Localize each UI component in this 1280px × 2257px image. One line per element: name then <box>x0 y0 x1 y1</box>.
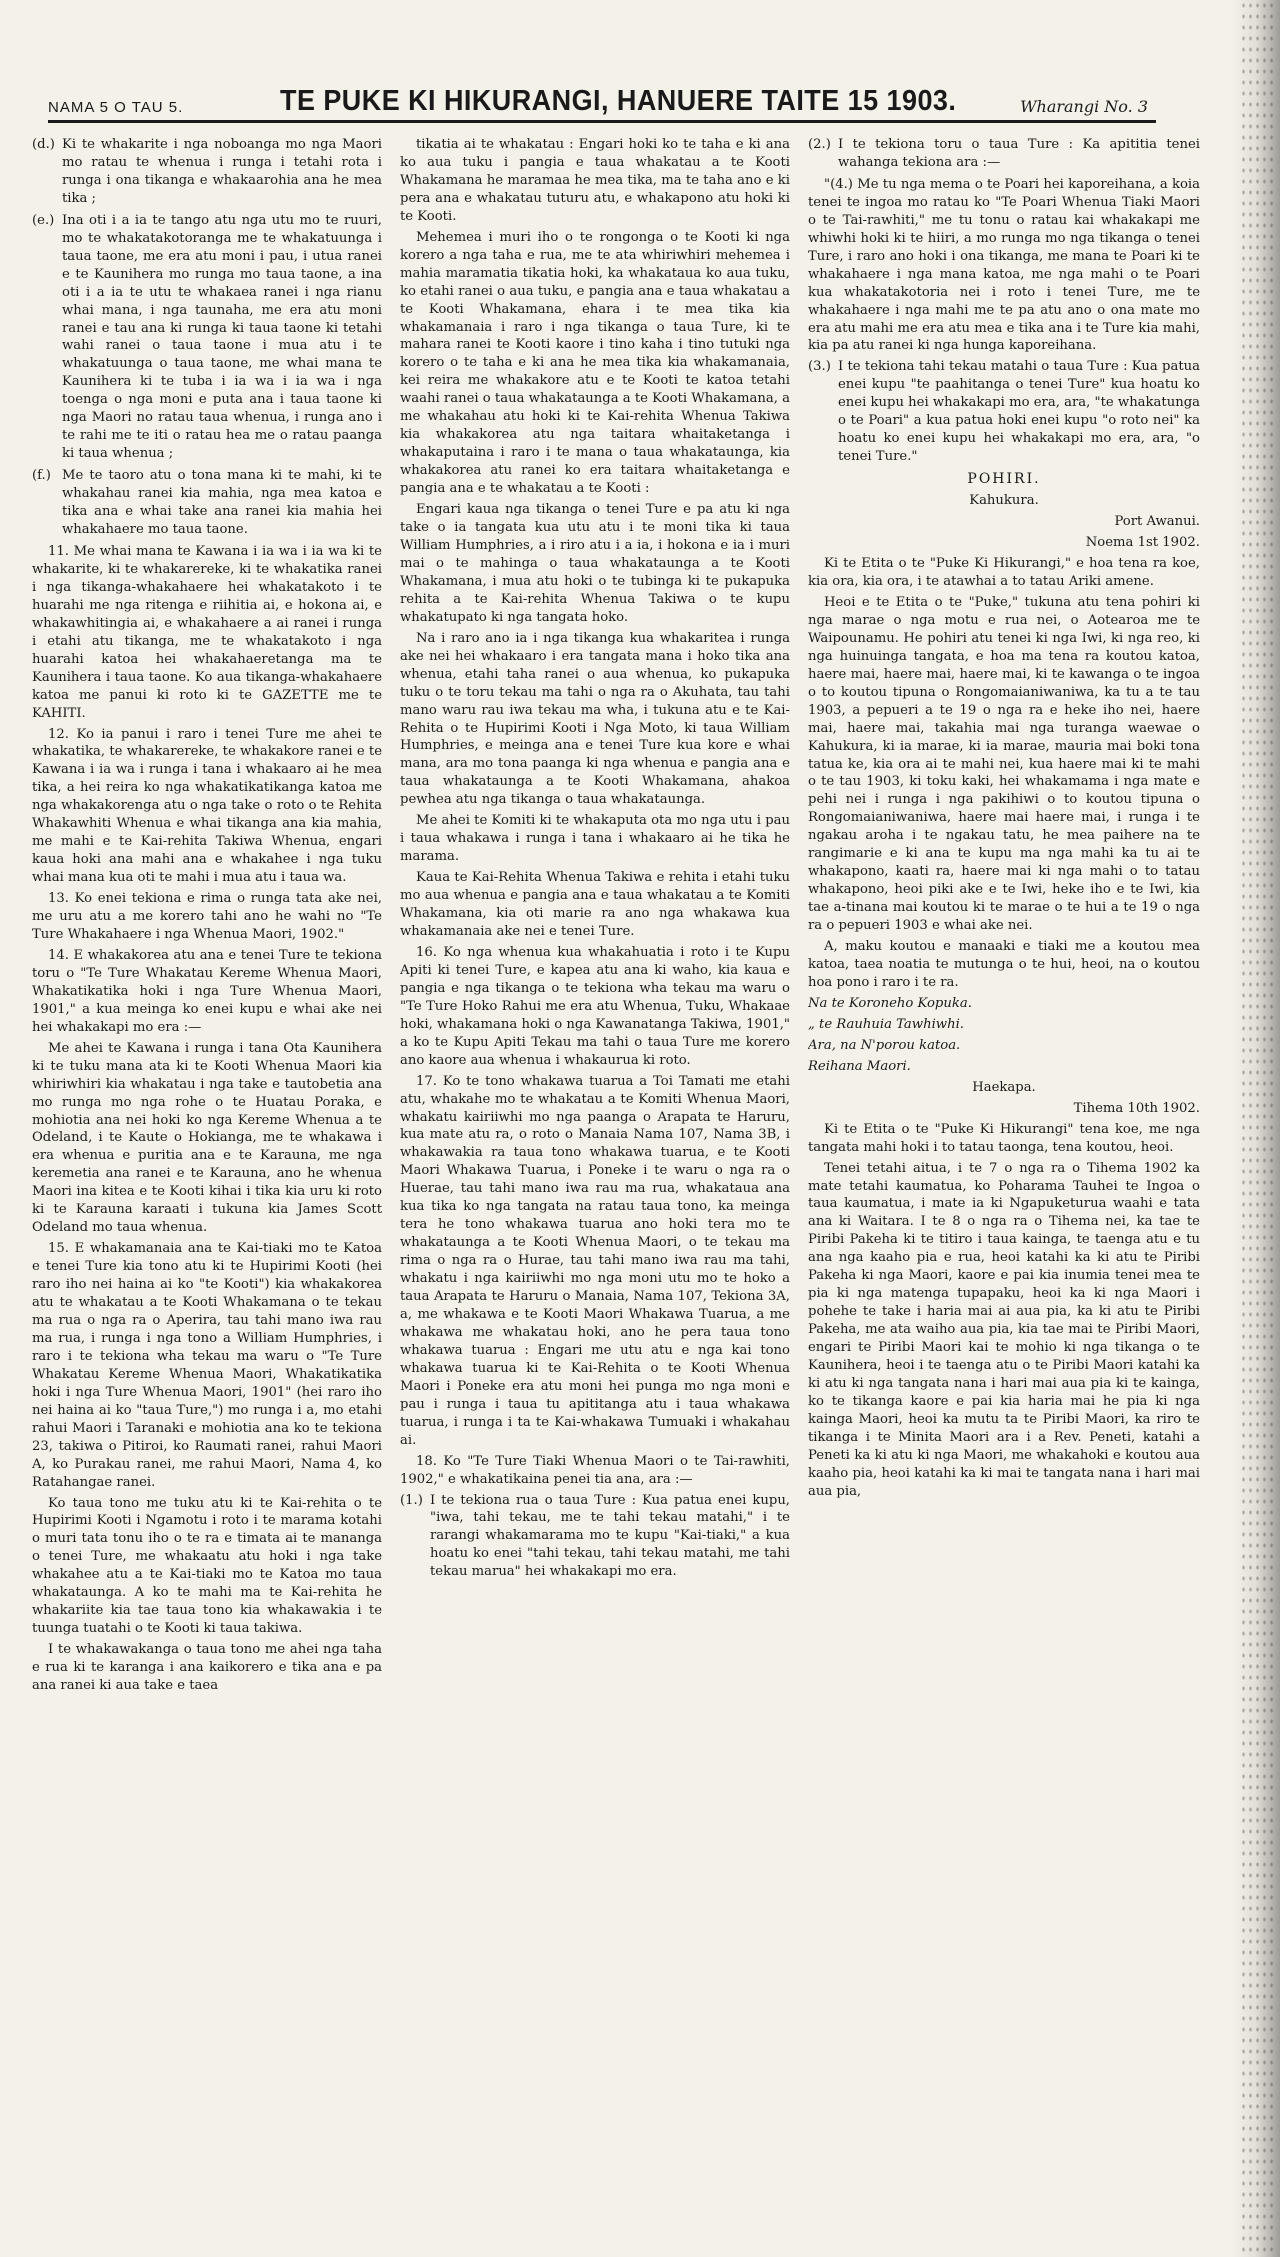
clause-text: I te tekiona toru o taua Ture : Ka apititia tenei wahanga tekiona ara :— <box>838 137 1200 170</box>
paragraph: Mehemea i muri iho o te rongonga o te Kooti ki nga korero a nga taha e rua, me te ata whiriwhiri mehemea i mahia maramatia tikatia hoki, ka whakataua ko aua tuku, ko etahi ranei o aua tuku, e pangia ana e taua whakatau a te Kooti Whakamana, ehara i te mea tika kia whakamanaia i raro i nga tikanga o taua Ture, ki te mahara ranei te Kooti kaore i tino kaha i tino tutuki nga korero o te taha e ki ana he mea tika kia whakamanaia, kei reira me whakakore atu e te Kooti te katoa tetahi waahi ranei o taua whakataunga a te Kooti Whakamana, a me whakahau atu hoki ki te Kai-rehita Whenua Takiwa kia whakakorea atu nga taitara whaitaketanga i whakaputaina i raro i te mana o taua whakataunga, kia whakakorea atu ranei ko era taitara whaitaketanga e pangia ana e te whakatau a te Kooti : <box>400 229 790 497</box>
clause-marker: (3.) <box>808 359 831 375</box>
clause <box>32 212 382 463</box>
paragraph: Heoi e te Etita o te "Puke," tukuna atu tena pohiri ki nga marae o nga motu e rua nei, o Aotearoa me te Waipounamu. He pohiri atu tenei ki nga Iwi, ki nga reo, ki nga huinuinga tangata, e hoa ma tena ra koutou katoa, haere mai, haere mai, haere mai, ki te kawanga o te ingoa o to koutou tipuna o Rongomaianiwaniwa, ka tu a te tau 1903, a pepueri a te 19 o nga ra e heke iho nei, haere mai, haere mai, takahia mai nga turanga waewae o Kahukura, ki ia marae, ki ia marae, mauria mai boki tona tatua ke, kia ora ai te mahi nei, kua haere mai ki te mahi o te tau 1903, ki toku kaki, hei whakamama i nga mate e pehi nei i runga i nga pakihiwi o to koutou tipuna o Rongomaianiwaniwa, haere mai haere mai, i runga i te ngakau aroha i te ngakau tatu, he mea paihere na te rangimarie e ki ana te kupu ma nga mahi ka tu ai te whakapono, kaati ra, haere mai ki nga mahi o to tatau whakapono, heoi piki ake e te Iwi, heke iho e te Iwi, kia tae a-tinana mai koutou ki te marae o te hui a te 19 o nga ra o pepueri 1903 e whai ake nei. <box>808 594 1200 934</box>
clause-marker: (1.) <box>400 1492 423 1508</box>
clause-text: Ki te whakarite i nga noboanga mo nga Maori mo ratau te whenua i runga i tetahi rota i runga i ona tikanga e whakaarohia ana he mea tika ; <box>62 137 382 206</box>
clause-marker: (2.) <box>808 137 831 152</box>
paragraph: A, maku koutou e manaaki e tiaki me a koutou mea katoa, taea noatia te mutunga o te hui, heoi, na o koutou hoa pono i raro i te ra. <box>808 939 1200 990</box>
dateline: Port Awanui. <box>1114 514 1200 530</box>
column-1 <box>32 136 382 2236</box>
clause <box>32 136 382 208</box>
paragraph: 15. E whakamanaia ana te Kai-tiaki mo te Katoa e tenei Ture kia tono atu ki te Hupirimi Kooti (hei raro iho nei haina ai ko "te Kooti") kia whakakorea atu te whakatau a te Kooti Whakamana o te tekau ma rua o nga ra o Aperira, tau tahi mano iwa rau ma rua, i runga i nga tono a William Humphries, i raro i te tekiona wha tekau ma waru o "Te Ture Whakatau Kereme Whenua Maori, Whakatikatika hoki i nga Ture Whenua Maori, 1901" (hei raro iho nei haina ai ko "taua Ture,") mo runga i a, mo etahi rahui Maori i Taranaki e mohiotia ana ko te tekiona 23, takiwa o Pitiroi, ko Raumati ranei, rahui Maori A, ko Purakau ranei, me rahui Maori, Nama 4, ko Ratahangae ranei. <box>32 1241 382 1490</box>
section-heading: POHIRI. <box>967 471 1041 488</box>
clause <box>400 1492 790 1582</box>
paragraph: Ki te Etita o te "Puke Ki Hikurangi" tena koe, me nga tangata mahi hoki i to tatau taonga, tena koutou, heoi. <box>808 1121 1200 1155</box>
signature-line: „ te Rauhuia Tawhiwhi. <box>808 1016 964 1032</box>
page-edge-specks <box>1240 0 1274 2257</box>
signature-line: Na te Koroneho Kopuka. <box>808 995 972 1011</box>
clause <box>808 136 1200 172</box>
quoted-subsection: "(4.) Me tu nga mema o te Poari hei kaporeihana, a koia tenei te ingoa mo ratau ko "Te Poari Whenua Tiaki Maori o te Tai-rawhiti," me tu tonu o ratau kai whakakapi me whiwhi hoki ki te hiiri, a mo runga mo nga tikanga o tenei Ture, i raro ano hoki i ona tikanga, me mana te Poari ki te whakahaere i nga mana katoa, me nga mahi o te Poari kua whakatakotoria nei i roto i tenei Ture, me te whakahaere i nga mahi me te pa atu ano o ona mate mo era atu mahi me era atu mea e tika ana i te Ture kia mahi, kia pa atu ranei ki nga hunga kaporeihana. <box>808 176 1200 354</box>
paragraph: 17. Ko te tono whakawa tuarua a Toi Tamati me etahi atu, whakahe mo te whakatau a te Komiti Whenua Maori, whakatu kairiiwhi mo nga paanga o Arapata te Haruru, kua mate atu ra, o roto o Manaia Nama 107, Nama 3B, i whakawakia ra taua tono whakawa tuarua, e te Kooti Maori Whakawa Tuarua, i Poneke i te waru o nga ra o Huerae, tau tahi mano iwa rau ma rua, whakataua ana kua tika ko nga tangata na ratau taua tono, ka meinga tera he tono whakawa tuarua ano hoki tera mo te whakataunga a te Kooti Whenua Maori, o te tekau ma rima o nga ra o Hurae, tau tahi mano iwa rau ma tahi, whakatu i nga kairiiwhi mo nga moni utu mo te hoko a taua Arapata te Haruru o Manaia, Nama 107, Tekiona 3A, a, me whakawa e te Kooti Maori Whakawa Tuarua, a me whakawa me whakatau hoki, ano he pera taua tono whakawa tuarua : Engari me utu atu e nga kai tono whakawa tuarua ki te Kai-Rehita o te Kooti Whenua Maori i Poneke era atu moni hei punga mo nga moni e pau i runga i taua tu apititanga atu i taua whakawa tuarua, i runga i ta te Kai-whakawa Tumuaki i whakahau ai. <box>400 1073 790 1448</box>
clause-text: Ina oti i a ia te tango atu nga utu mo te ruuri, mo te whakatakotoranga me te whakatuunga i taua taone, me era atu moni i pau, i utua ranei e te Kaunihera mo runga mo taua taone, a ina oti i a ia te utu te whakaea ranei i nga rianu whai mana, i nga taunaha, me era atu moni ranei e tau ana ki runga ki taua taone ki tetahi wahi ranei o taua taone i mua atu i te whakatuunga o taua taone, me whai mana te Kaunihera ki te tuba i ia wa i ia wa i nga toenga o nga moni e puta ana i taua taone ki nga Maori no ratau taua whenua, i runga ano i te rahi me te iti o ratau hea me o ratau paanga ki taua whenua ; <box>62 212 382 462</box>
paragraph: Me ahei te Kawana i runga i tana Ota Kaunihera ki te tuku mana ata ki te Kooti Whenua Maori kia whiriwhiri kia whakatau i nga take e tautobetia ana mo runga mo nga rohe o te Huatau Poraka, e mohiotia ana nei hoki ko nga Kereme Whenua a te Odeland, i te Kaute o Hokianga, me te whakawa i era whenua e puritia ana e te Karauna, me nga keremetia ana ranei e te Karauna, ano he whenua Maori ina kitea e te Kooti kihai i tika kia uru ki roto ki te Karauna karaati i tukuna kia James Scott Odeland mo taua whenua. <box>32 1040 382 1236</box>
paragraph: 14. E whakakorea atu ana e tenei Ture te tekiona toru o "Te Ture Whakatau Kereme Whenua Maori, Whakatikatika hoki i nga Ture Whenua Maori, 1901," a kua meinga ko enei kupu e whai ake nei hei whakakapi mo era :— <box>32 947 382 1035</box>
issue-number: NAMA 5 O TAU 5. <box>48 99 184 116</box>
paragraph: 16. Ko nga whenua kua whakahuatia i roto i te Kupu Apiti ki tenei Ture, e kapea atu ana ki waho, kia kaua e pangia e nga tikanga o te tekiona wha tekau ma waru o "Te Ture Hoko Rahui me era atu Whenua, Tuku, Whakaae hoki, whakamana hoki o nga Kawanatanga Takiwa, 1901," a ko te Kupu Apiti Tekau ma tahi o taua Ture me korero ano kaore aua whenua i whakaurua ki roto. <box>400 944 790 1068</box>
paragraph: 13. Ko enei tekiona e rima o runga tata ake nei, me uru atu a me korero tahi ano he wahi no "Te Ture Whakahaere i nga Whenua Maori, 1902." <box>32 891 382 942</box>
clause <box>808 358 1200 466</box>
newspaper-title: TE PUKE KI HIKURANGI, HANUERE TAITE 15 1903. <box>280 85 957 117</box>
paragraph: Engari kaua nga tikanga o tenei Ture e pa atu ki nga take o ia tangata kua utu atu i te moni tika ki taua William Humphries, a i riro atu i a ia, i hokona e ia i muri mai o te mahinga o taua whakataunga a te Kooti Whakamana, i mua atu hoki o te tubinga ki te pukapuka rehita a te Kai-rehita Whenua Takiwa o te kupu whakatupato ki nga tangata hoko. <box>400 502 790 625</box>
clause-text: Me te taoro atu o tona mana ki te mahi, ki te whakahau ranei kia mahia, nga mea katoa e tika ana e whai take ana ranei kia mahia hei whakahaere mo taua taone. <box>62 468 382 538</box>
paragraph: Na i raro ano ia i nga tikanga kua whakaritea i runga ake nei hei whakaaro i era tangata mana i hoko tika ana whenua, etahi taha ranei o aua whenua, ko pukapuka tuku o te toru tekau ma tahi o nga ra o Akuhata, tau tahi mano waru rau iwa tekau ma wha, i tukuna atu e te Kai-Rehita o te Hupirimi Kooti i Nga Moto, ki taua William Humphries, e meinga ana e tenei Ture kua kore e whai mana, ara mo tona paanga ki nga whenua e pangia ana e taua whakataunga a te Kooti Whakamana, ahakoa pewhea atu nga tikanga o taua whakataunga. <box>400 630 790 808</box>
masthead-rule <box>48 120 1156 123</box>
paragraph: Ki te Etita o te "Puke Ki Hikurangi," e hoa tena ra koe, kia ora, kia ora, i te atawhai a to tatau Ariki amene. <box>808 556 1200 589</box>
clause <box>32 467 382 539</box>
paragraph: 18. Ko "Te Ture Tiaki Whenua Maori o te Tai-rawhiti, 1902," e whakatikaina penei tia ana, ara :— <box>400 1453 790 1487</box>
paragraph: 12. Ko ia panui i raro i tenei Ture me ahei te whakatika, te whakarereke, te whakakore ranei e te Kawana i ia wa i runga i tana i whakaaro ai he mea tika, a hei reira ko nga whakatikatikanga katoa me nga whakakorenga atu o nga take o roto o te Rehita Whakawhiti Whenua e whai tikanga ana kia mahia, me mahi e te Kai-rehita Takiwa Whenua, engari kaua hoki ana mahi ana e whakahee i nga tuku whai mana kua oti te mahi i mua atu i taua wa. <box>32 726 382 886</box>
paragraph: Tenei tetahi aitua, i te 7 o nga ra o Tihema 1902 ka mate tetahi kaumatua, ko Poharama Tauhei te Ingoa o taua kaumatua, i mate ia ki Ngapuketurua waahi e tata ana ki Waitara. I te 8 o nga ra o Tihema nei, ka tae te Piribi Pakeha ki te titiro i taua kainga, te taenga atu e tu ana nga kaaho pia e rua, heoi katahi ka ki atu te Piribi Pakeha ki nga Maori, kaore e pai kia inumia tenei mea te pia ki nga matenga tupapaku, heoi ka ki nga Maori i pohehe te take i haria mai ai aua pia, ka ki atu te Piribi Pakeha, me ata waiho aua pia, kia tae mai te Piribi Maori, engari te Piribi Maori kai te mohio ki nga tikanga o te Kaunihera, heoi i te taenga atu o te Piribi Maori katahi ka ki atu ki nga tangata nana i hari mai aua pia ki te kainga, ko te tikanga kaore e pai kia haria mai he pia ki nga kainga Maori, heoi ka mutu ta te Piribi Maori, ka riro te tikanga i te Minita Maori ara i a Rev. Peneti, katahi a Peneti ka ki atu ki nga Maori, me whakahoki e koutou aua kaaho pia, heoi katahi ka ki mai te tangata nana i hari mai aua pia, <box>808 1160 1200 1499</box>
column-2 <box>400 136 790 2236</box>
signature-line: Ara, na N'porou katoa. <box>808 1037 961 1053</box>
clause-marker: (e.) <box>32 212 55 228</box>
column-3 <box>808 136 1200 2236</box>
clause-text: I te tekiona tahi tekau matahi o taua Ture : Kua patua enei kupu "te paahitanga o tenei Ture" kua hoatu ko enei kupu hei whakakapi mo era, ara, "te whakatunga o te Poari" a kua patua hoki enei kupu "o roto nei" ka hoatu ko enei kupu hei whakakapi mo era, ara, "o tenei Ture." <box>838 359 1200 465</box>
clause-text: I te tekiona rua o taua Ture : Kua patua enei kupu, "iwa, tahi tekau, me te tahi tekau matahi," i te rarangi whakamarama mo te kupu "Kai-tiaki," a kua hoatu ko enei "tahi tekau, tahi tekau matahi, me tahi tekau marua" hei whakakapi mo era. <box>430 1492 790 1580</box>
paragraph: Kaua te Kai-Rehita Whenua Takiwa e rehita i etahi tuku mo aua whenua e pangia ana e taua whakatau a te Komiti Whakamana, kia oti marie ra ano nga whakawa kua whakamanaia ake nei e tenei Ture. <box>400 870 790 939</box>
place-heading: Haekapa. <box>972 1079 1036 1095</box>
dateline: Noema 1st 1902. <box>1085 535 1200 551</box>
signature-line: Reihana Maori. <box>808 1058 911 1074</box>
page-number: Wharangi No. 3 <box>1020 97 1148 116</box>
paragraph: I te whakawakanga o taua tono me ahei nga taha e rua ki te karanga i ana kaikorero e tika ana e pa ana ranei ki aua take e taea <box>32 1642 382 1694</box>
dateline: Tihema 10th 1902. <box>1073 1100 1200 1116</box>
clause-marker: (f.) <box>32 468 51 484</box>
masthead <box>48 76 1148 120</box>
paragraph: 11. Me whai mana te Kawana i ia wa i ia wa ki te whakarite, ki te whakarereke, ki te whakatika ranei i nga tikanga-whakahaere hei whakatakoto i te huarahi me nga ritenga e riihitia ai, e hokona ai, e whakawhitingia ai, e whakahaere a ai ranei i runga i etahi atu tikanga, me te whakatakoto i nga huarahi katoa hei whakahaeretanga ma te Kaunihera i taua taone. Ko aua tikanga-whakahaere katoa me panui ki roto ki te GAZETTE me te KAHITI. <box>32 543 382 721</box>
paragraph: Ko taua tono me tuku atu ki te Kai-rehita o te Hupirimi Kooti i Ngamotu i roto i te marama kotahi o muri tata tonu iho o te ra e timata ai te mananga o tenei Ture, me whakaatu atu hoki i nga take whakahee atu a te Kai-tiaki mo te Katoa mo taua whakataunga. A ko te mahi ma te Kai-rehita he whakariite kia tae taua tono kia whakawakia i te tuunga tuatahi o te Kooti ki taua takiwa. <box>32 1495 382 1637</box>
place-heading: Kahukura. <box>969 493 1039 509</box>
paragraph: Me ahei te Komiti ki te whakaputa ota mo nga utu i pau i taua whakawa i runga i tana i whakaaro ai he tika he marama. <box>400 813 790 865</box>
paragraph: tikatia ai te whakatau : Engari hoki ko te taha e ki ana ko aua tuku i pangia e taua whakatau a te Kooti Whakamana he maramaa he mea tika, ma te taha ano e ki pera ana e whakatau tuturu atu, e whakapono atu hoki ki te Kooti. <box>400 137 790 224</box>
clause-marker: (d.) <box>32 137 55 152</box>
